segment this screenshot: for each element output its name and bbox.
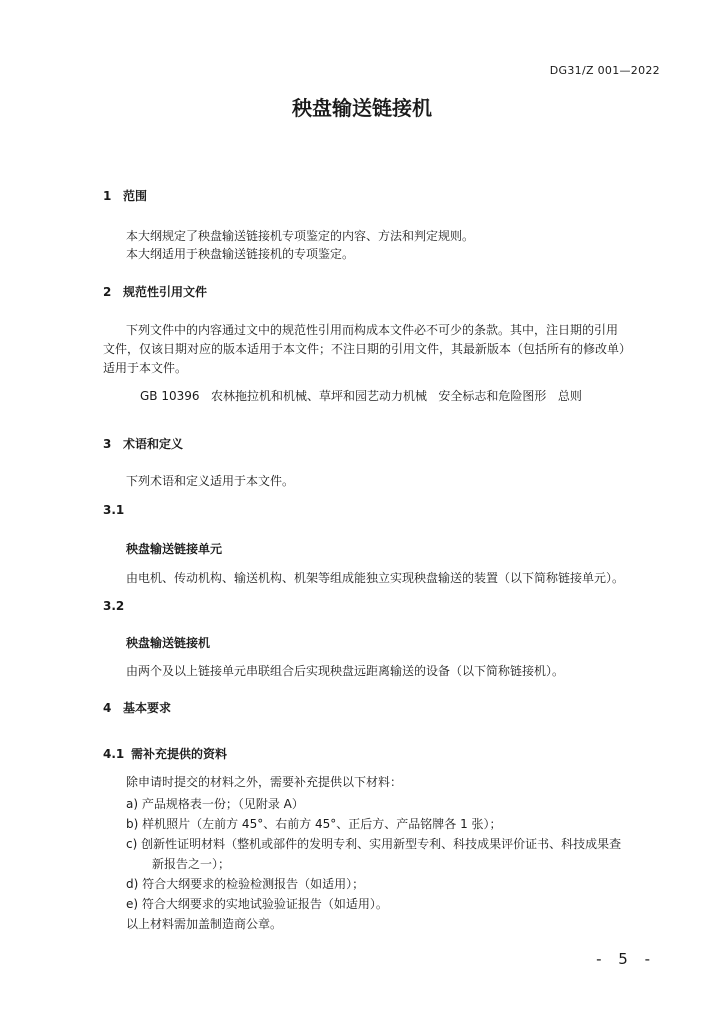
list-item: c) 创新性证明材料（整机或部件的发明专利、实用新型专利、科技成果评价证书、科技成果查 bbox=[126, 837, 622, 851]
section-2-heading bbox=[103, 283, 207, 300]
page-number: - 5 - bbox=[596, 950, 656, 968]
section-1-heading bbox=[103, 187, 147, 204]
section-title: 范围 bbox=[123, 189, 148, 203]
paragraph: 下列术语和定义适用于本文件。 bbox=[126, 474, 295, 488]
list-item: d) 符合大纲要求的检验检测报告（如适用）； bbox=[126, 877, 365, 891]
clause-number: 3.1 bbox=[103, 503, 125, 517]
paragraph: 本大纲规定了秧盘输送链接机专项鉴定的内容、方法和判定规则。 bbox=[126, 229, 475, 243]
term-name: 秧盘输送链接机 bbox=[126, 636, 211, 650]
subsection-number: 4.1 bbox=[103, 747, 125, 761]
list-item: b) 样机照片（左前方 45°、右前方 45°、正后方、产品铭牌各 1 张）； bbox=[126, 817, 502, 831]
page-title: 秧盘输送链接机 bbox=[292, 96, 432, 120]
section-4-heading bbox=[103, 699, 171, 716]
paragraph: 以上材料需加盖制造商公章。 bbox=[126, 917, 283, 931]
paragraph: 除申请时提交的材料之外，需要补充提供以下材料： bbox=[126, 775, 403, 789]
paragraph: 本大纲适用于秧盘输送链接机的专项鉴定。 bbox=[126, 247, 355, 261]
list-item-continuation: 新报告之一）； bbox=[152, 857, 231, 871]
clause-number: 3.2 bbox=[103, 599, 125, 613]
section-number: 1 bbox=[103, 189, 112, 203]
section-number: 4 bbox=[103, 701, 112, 715]
list-item: a) 产品规格表一份；（见附录 A） bbox=[126, 797, 304, 811]
paragraph-line: 下列文件中的内容通过文中的规范性引用而构成本文件必不可少的条款。其中，注日期的引用 bbox=[126, 323, 619, 337]
section-title: 规范性引用文件 bbox=[123, 285, 208, 299]
document-code: DG31/Z 001—2022 bbox=[549, 64, 660, 77]
subsection-4-1-heading bbox=[103, 745, 227, 762]
list-item: e) 符合大纲要求的实地试验验证报告（如适用）。 bbox=[126, 897, 388, 911]
term-definition: 由电机、传动机构、输送机构、机架等组成能独立实现秧盘输送的装置（以下简称链接单元）。 bbox=[126, 571, 625, 585]
section-3-heading bbox=[103, 435, 183, 452]
normative-reference: GB 10396 农林拖拉机和机械、草坪和园艺动力机械 安全标志和危险图形 总则 bbox=[140, 389, 582, 403]
subsection-title: 需补充提供的资料 bbox=[131, 747, 228, 761]
term-name: 秧盘输送链接单元 bbox=[126, 542, 223, 556]
paragraph-line: 适用于本文件。 bbox=[103, 361, 188, 375]
section-title: 术语和定义 bbox=[123, 437, 184, 451]
section-number: 2 bbox=[103, 285, 112, 299]
section-title: 基本要求 bbox=[123, 701, 172, 715]
paragraph-line: 文件，仅该日期对应的版本适用于本文件；不注日期的引用文件，其最新版本（包括所有的修改单） bbox=[103, 342, 632, 356]
term-definition: 由两个及以上链接单元串联组合后实现秧盘远距离输送的设备（以下简称链接机）。 bbox=[126, 664, 565, 678]
section-number: 3 bbox=[103, 437, 112, 451]
